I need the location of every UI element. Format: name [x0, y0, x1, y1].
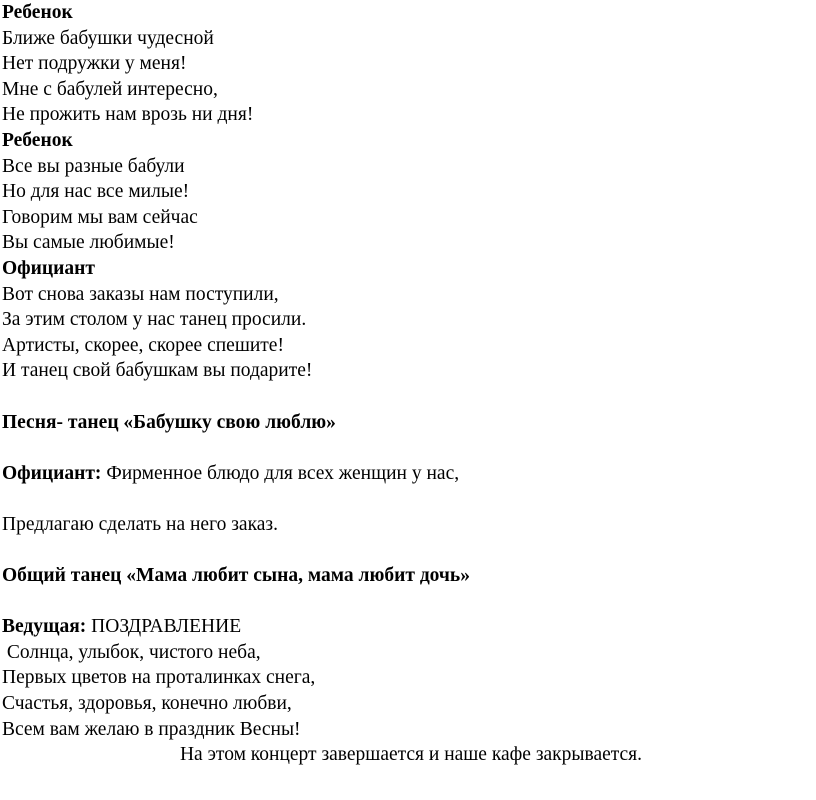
- poem-line: Первых цветов на проталинках снега,: [2, 667, 316, 689]
- verse-line: Говорим мы вам сейчас: [2, 206, 198, 228]
- spacer: [2, 435, 812, 461]
- poem-line: Солнца, улыбок, чистого неба,: [2, 641, 261, 663]
- poem-line: Всем вам желаю в праздник Весны!: [2, 718, 301, 740]
- host-text: ПОЗДРАВЛЕНИЕ: [86, 616, 242, 638]
- waiter-line: [2, 461, 812, 487]
- speaker-label: Официант: [2, 257, 95, 279]
- verse-line: Не прожить нам врозь ни дня!: [2, 104, 254, 126]
- verse-line: Артисты, скорее, скорее спешите!: [2, 334, 284, 356]
- offer-line: Предлагаю сделать на него заказ.: [2, 513, 278, 535]
- spacer: [2, 589, 812, 615]
- song-title: Песня- танец «Бабушку свою люблю»: [2, 411, 336, 433]
- verse-line: Все вы разные бабули: [2, 155, 185, 177]
- speaker-label: Ведущая:: [2, 616, 87, 638]
- verse-line: И танец свой бабушкам вы подарите!: [2, 360, 313, 382]
- verse-line: Вы самые любимые!: [2, 232, 175, 254]
- spacer: [2, 486, 812, 512]
- spacer: [2, 537, 812, 563]
- spacer: [2, 384, 812, 410]
- speaker-label: Официант:: [2, 462, 102, 484]
- verse-line: Но для нас все милые!: [2, 181, 190, 203]
- speaker-label: Ребенок: [2, 129, 73, 151]
- verse-line: Вот снова заказы нам поступили,: [2, 283, 279, 305]
- verse-line: Нет подружки у меня!: [2, 53, 187, 75]
- closing-line: На этом концерт завершается и наше кафе закрывается.: [179, 744, 643, 766]
- verse-block-3: [2, 256, 812, 384]
- document-page: [2, 0, 812, 768]
- speaker-label: Ребенок: [2, 2, 73, 23]
- poem-line: Счастья, здоровья, конечно любви,: [2, 693, 292, 715]
- waiter-text: Фирменное блюдо для всех женщин у нас,: [101, 462, 460, 484]
- verse-line: Мне с бабулей интересно,: [2, 78, 218, 100]
- verse-line: За этим столом у нас танец просили.: [2, 309, 307, 331]
- dance-title: Общий танец «Мама любит сына, мама любит дочь»: [2, 565, 470, 587]
- host-line: [2, 614, 812, 640]
- verse-line: Ближе бабушки чудесной: [2, 27, 214, 49]
- verse-block-2: [2, 128, 812, 256]
- verse-block-1: [2, 0, 812, 128]
